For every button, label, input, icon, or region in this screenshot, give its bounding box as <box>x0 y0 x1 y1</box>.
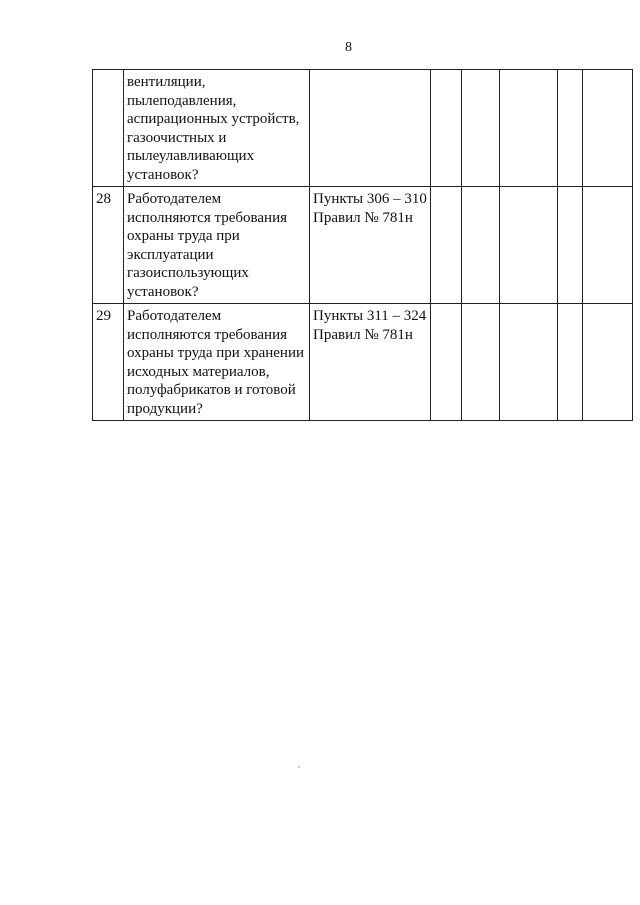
answer-cell <box>558 187 583 304</box>
answer-cell <box>462 187 500 304</box>
row-number-cell <box>93 70 124 187</box>
answer-cell <box>462 70 500 187</box>
reference-cell <box>310 304 431 421</box>
comment-cell <box>583 304 633 421</box>
table-row <box>93 70 633 187</box>
answer-cell <box>431 70 462 187</box>
page-number: 8 <box>345 40 352 55</box>
answer-cell <box>500 70 558 187</box>
reference-text: Пункты 311 – 324 Правил № 781н <box>313 308 427 343</box>
question-cell <box>124 70 310 187</box>
question-cell <box>124 187 310 304</box>
question-text: Работодателем исполняются требования охраны труда при хранении исходных материалов, полуфабрикатов и готовой продукции? <box>127 308 305 417</box>
checklist-table <box>92 69 633 421</box>
answer-cell <box>558 304 583 421</box>
answer-cell <box>500 304 558 421</box>
reference-text: Пункты 306 – 310 Правил № 781н <box>313 191 427 226</box>
table-row <box>93 304 633 421</box>
reference-cell <box>310 70 431 187</box>
scan-speck <box>298 766 300 768</box>
question-cell <box>124 304 310 421</box>
reference-cell <box>310 187 431 304</box>
question-text: Работодателем исполняются требования охраны труда при эксплуатации газоиспользующих установок? <box>127 191 288 300</box>
answer-cell <box>500 187 558 304</box>
row-number-cell: 29 <box>93 304 124 421</box>
question-text: вентиляции, пылеподавления, аспирационных устройств, газоочистных и пылеулавливающих установок? <box>127 74 300 183</box>
answer-cell <box>431 187 462 304</box>
answer-cell <box>558 70 583 187</box>
answer-cell <box>431 304 462 421</box>
comment-cell <box>583 187 633 304</box>
row-number-cell: 28 <box>93 187 124 304</box>
comment-cell <box>583 70 633 187</box>
table-row <box>93 187 633 304</box>
answer-cell <box>462 304 500 421</box>
